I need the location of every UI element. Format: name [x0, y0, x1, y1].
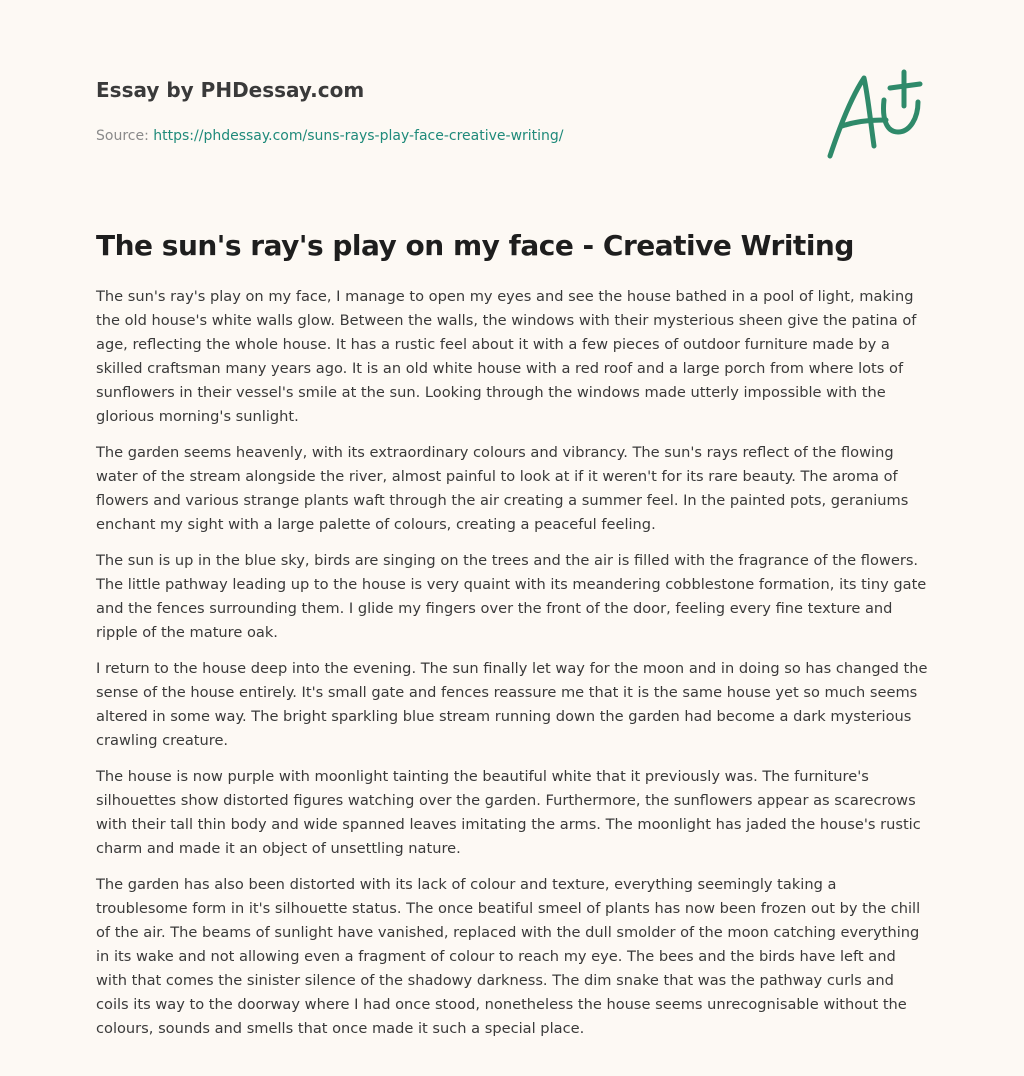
source-link[interactable]: https://phdessay.com/suns-rays-play-face-creative-writing/ [153, 128, 564, 144]
page-header [96, 76, 796, 146]
essay-paragraph: The house is now purple with moonlight tainting the beautiful white that it previously was. The furniture's silhouettes show distorted figures watching over the garden. Furthermore, the sunflowers appear as scarecrows with their tall thin body and wide spanned leaves imitating the arms. The moonlight has jaded the house's rustic charm and made it an object of unsettling nature. [96, 768, 921, 857]
a-plus-grade-icon [820, 66, 930, 166]
site-brand: Essay by PHDessay.com [96, 78, 365, 102]
essay-paragraph: The sun is up in the blue sky, birds are singing on the trees and the air is filled with the fragrance of the flowers. The little pathway leading up to the house is very quaint with its meandering cobblestone formation, its tiny gate and the fences surrounding them. I glide my fingers over the front of the door, feeling every fine texture and ripple of the mature oak. [96, 552, 927, 641]
source-label: Source: [96, 128, 149, 144]
source-line [96, 126, 796, 146]
essay-paragraph: The garden has also been distorted with its lack of colour and texture, everything seemingly taking a troublesome form in it's silhouette status. The once beatiful smeel of plants has now been frozen out by the chill of the air. The beams of sunlight have vanished, replaced with the dull smolder of the moon catching everything in its wake and not allowing even a fragment of colour to reach my eye. The bees and the birds have left and with that comes the sinister silence of the shadowy darkness. The dim snake that was the pathway curls and coils its way to the doorway where I had once stood, nonetheless the house seems unrecognisable without the colours, sounds and smells that once made it such a special place. [96, 876, 921, 1037]
essay-paragraph: The garden seems heavenly, with its extraordinary colours and vibrancy. The sun's rays reflect of the flowing water of the stream alongside the river, almost painful to look at if it weren't for its rare beauty. The aroma of flowers and various strange plants waft through the air creating a summer feel. In the painted pots, geraniums enchant my sight with a large palette of colours, creating a peaceful feeling. [96, 444, 909, 533]
essay-title: The sun's ray's play on my face - Creative Writing [96, 229, 854, 262]
essay-paragraph: The sun's ray's play on my face, I manage to open my eyes and see the house bathed in a pool of light, making the old house's white walls glow. Between the walls, the windows with their mysterious sheen give the patina of age, reflecting the whole house. It has a rustic feel about it with a few pieces of outdoor furniture made by a skilled craftsman many years ago. It is an old white house with a red roof and a large porch from where lots of sunflowers in their vessel's smile at the sun. Looking through the windows made utterly impossible with the glorious morning's sunlight. [96, 288, 917, 425]
essay-paragraph: I return to the house deep into the evening. The sun finally let way for the moon and in doing so has changed the sense of the house entirely. It's small gate and fences reassure me that it is the same house yet so much seems altered in some way. The bright sparkling blue stream running down the garden had become a dark mysterious crawling creature. [96, 660, 928, 749]
essay-body [96, 285, 930, 1053]
